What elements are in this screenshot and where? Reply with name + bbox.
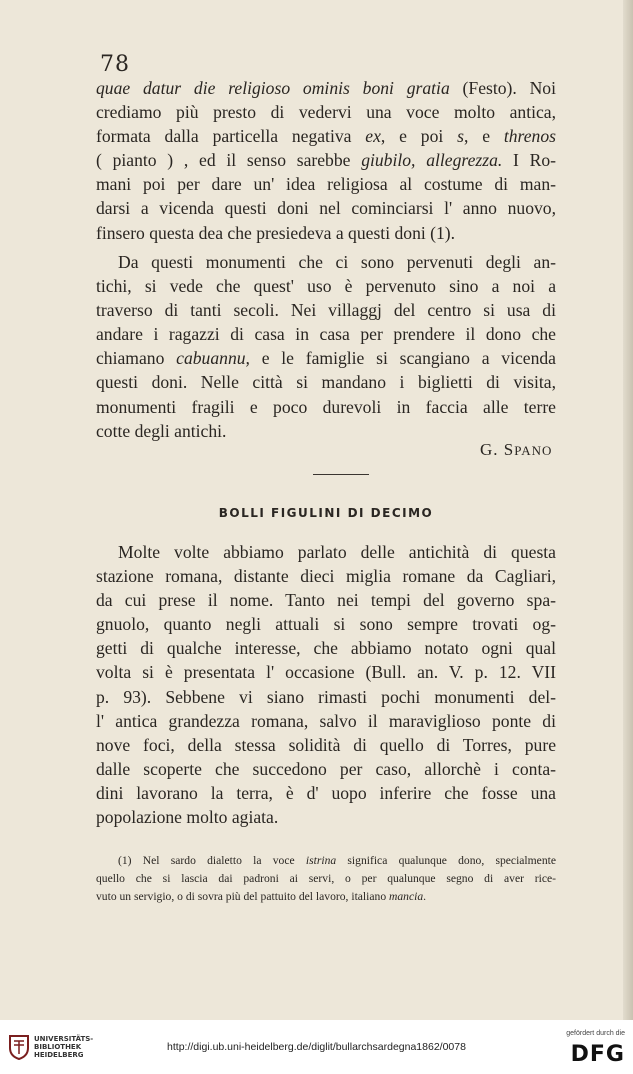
text-segment: questi doni. Nelle città si mandano i biglietti di visita, (96, 372, 556, 393)
text-segment: Da questi monumenti che ci sono pervenuti degli an- (118, 252, 556, 272)
text-line (96, 685, 556, 709)
text-segment: gnuolo, quanto negli attuali si sono sempre trovati og- (96, 614, 556, 635)
text-line (96, 888, 556, 906)
text-segment: volta si è presentata l' occasione (Bull. an. V. p. 12. VII (96, 662, 556, 683)
text-segment: chiamano (96, 348, 177, 369)
paragraph-monumenti (96, 250, 556, 443)
italic-text: cabuannu, (176, 348, 250, 369)
text-segment: quello che si lascia dai padroni ai servi, o per qualunque segno di aver rice- (96, 872, 556, 885)
page-number: 78 (100, 52, 130, 77)
section-divider (313, 474, 369, 475)
section-heading: BOLLI FIGULINI DI DECIMO (218, 506, 434, 520)
italic-text: istrina (305, 854, 337, 867)
text-line (96, 540, 556, 564)
italic-text: s (457, 126, 464, 147)
text-line (96, 370, 556, 394)
dfg-logo: DFG (570, 1042, 625, 1067)
text-line (96, 124, 556, 148)
text-segment: Molte volte abbiamo parlato delle antichità di questa (118, 542, 556, 562)
text-line (96, 196, 556, 220)
text-line (96, 564, 556, 588)
text-segment: crediamo più presto di vedervi una voce molto antica, (96, 102, 556, 123)
text-segment: darsi a vicenda questi doni nel cominciarsi l' anno nuovo, (96, 198, 556, 219)
text-line (96, 76, 556, 100)
italic-text: giubilo, allegrezza. (361, 150, 503, 171)
text-segment: (Festo). Noi (449, 78, 556, 98)
text-line (96, 660, 556, 684)
footnote (96, 852, 556, 906)
text-segment: popolazione molto agiata. (96, 807, 279, 828)
text-line (96, 757, 556, 781)
text-segment: e le famiglie si scangiano a vicenda (249, 348, 556, 369)
signature-smallcaps: PANO (514, 443, 553, 458)
author-signature (480, 440, 552, 460)
text-line (96, 298, 556, 322)
text-segment: mani poi per dare un' idea religiosa al costume di man- (96, 174, 556, 195)
funded-by-label: gefördert durch die (566, 1030, 625, 1037)
text-segment: monumenti fragili e poco durevoli in faccia alle terre (96, 396, 556, 417)
text-segment: significa qualunque dono, specialmente (336, 854, 556, 867)
text-segment: getti di qualche interesse, che abbiamo notato ogni qual (96, 638, 556, 659)
text-segment: andare i ragazzi di casa in casa per prendere il dono che (96, 324, 556, 345)
text-segment: finsero questa dea che presiedeva a questi doni (1). (96, 222, 456, 243)
library-line: UNIVERSITÄTS- (34, 1035, 94, 1043)
text-segment: formata dalla particella negativa (96, 126, 366, 147)
text-line (96, 250, 556, 274)
text-segment: ( pianto ) , ed il senso sarebbe (96, 150, 362, 171)
text-line (96, 100, 556, 124)
text-segment: da cui prese il nome. Tanto nei tempi del governo spa- (96, 590, 556, 611)
text-segment: nove foci, della stessa solidità di quello di Torres, pure (96, 734, 556, 755)
italic-text: threnos (503, 126, 556, 147)
text-line (96, 805, 556, 829)
text-segment: tichi, si vede che quest' uso è pervenuto sino a noi a (96, 276, 556, 297)
text-segment: traverso di tanti secoli. Nei villaggj del centro si usa di (96, 300, 556, 321)
text-segment: (1) Nel sardo dialetto la voce (118, 854, 306, 867)
signature-initial: G. S (480, 440, 515, 459)
text-line (96, 612, 556, 636)
text-segment: cotte degli antichi. (96, 420, 227, 441)
italic-text: mancia (389, 890, 424, 903)
source-url-link[interactable]: http://digi.ub.uni-heidelberg.de/diglit/bullarchsardegna1862/0078 (167, 1041, 466, 1053)
text-segment: , e (463, 126, 504, 147)
text-segment: dalle scoperte che succedono per caso, allorchè i conta- (96, 758, 556, 779)
text-segment: l' antica grandezza romana, salvo il maraviglioso ponte di (96, 710, 556, 731)
paragraph-festo (96, 76, 556, 245)
text-line (96, 781, 556, 805)
paragraph-decimo (96, 540, 556, 829)
text-line (96, 636, 556, 660)
text-line (96, 322, 556, 346)
library-line: BIBLIOTHEK (34, 1043, 82, 1051)
text-segment: . (423, 890, 427, 903)
text-line (96, 852, 556, 870)
text-line (96, 221, 556, 245)
text-line (96, 709, 556, 733)
library-line: HEIDELBERG (34, 1051, 84, 1059)
text-line (96, 733, 556, 757)
text-line (96, 870, 556, 888)
text-segment: dini lavorano la terra, è d' uopo inferire che fosse una (96, 782, 556, 803)
text-line (96, 274, 556, 298)
italic-text: quae datur die religioso ominis boni gratia (96, 78, 450, 98)
text-line (96, 588, 556, 612)
text-segment: vuto un servigio, o di sovra più del pattuito del lavoro, italiano (96, 890, 390, 903)
italic-text: ex (365, 126, 381, 147)
text-line (96, 346, 556, 370)
text-line (96, 148, 556, 172)
text-segment: , e poi (380, 126, 458, 147)
text-segment: p. 93). Sebbene vi siano rimasti pochi monumenti del- (96, 686, 556, 707)
text-line (96, 172, 556, 196)
text-segment: I Ro- (502, 150, 556, 171)
text-segment: stazione romana, distante dieci miglia romane da Cagliari, (96, 566, 556, 587)
text-line (96, 395, 556, 419)
